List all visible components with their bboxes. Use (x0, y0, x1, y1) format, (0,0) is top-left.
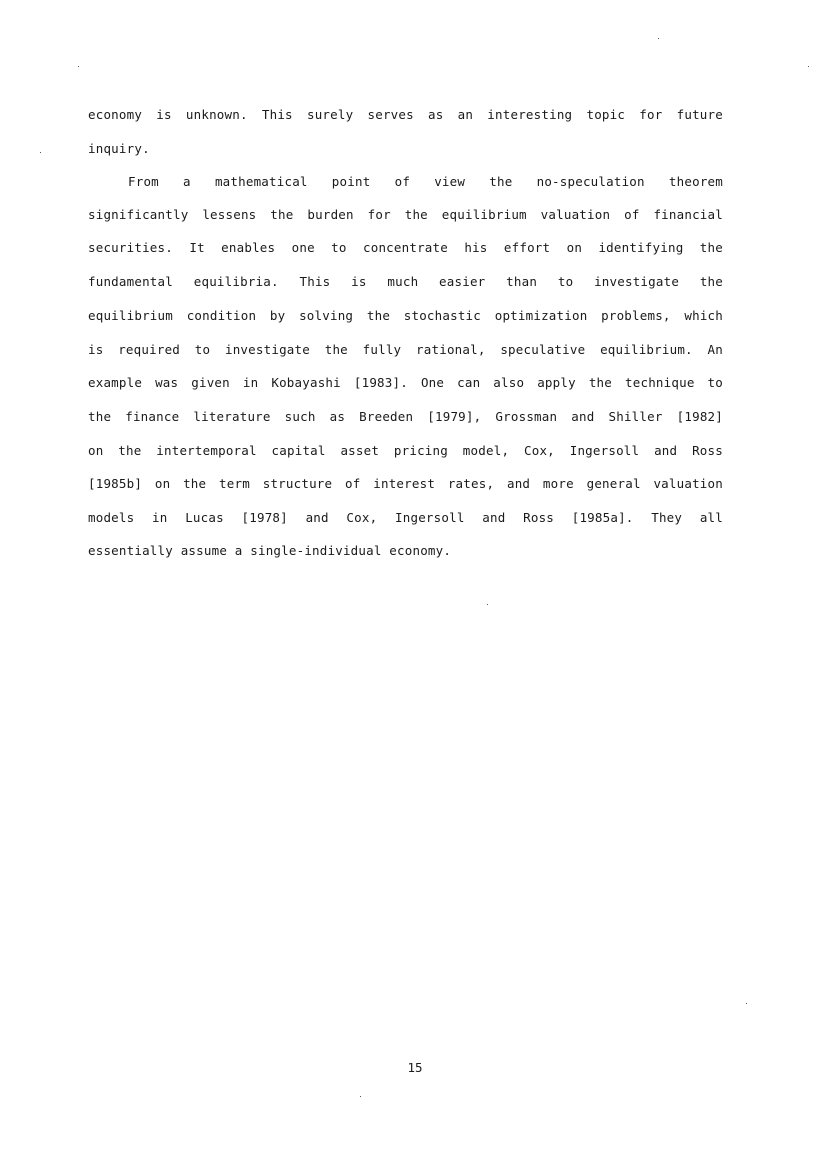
scan-speck (40, 152, 41, 153)
text-line-1: economy is unknown. This surely serves as an interesting topic for future (88, 107, 723, 122)
text-line-5: securities. It enables one to concentrate his effort on identifying the (88, 240, 723, 255)
text-line-11: on the intertemporal capital asset pricing model, Cox, Ingersoll and Ross (88, 443, 723, 458)
text-line-13: models in Lucas [1978] and Cox, Ingersoll and Ross [1985a]. They all (88, 510, 723, 525)
scan-speck (746, 1003, 747, 1004)
text-line-2: inquiry. (88, 141, 150, 156)
scan-speck (658, 38, 659, 39)
text-line-7: equilibrium condition by solving the stochastic optimization problems, which (88, 308, 723, 323)
scan-speck (78, 66, 79, 67)
text-line-4: significantly lessens the burden for the equilibrium valuation of financial (88, 207, 723, 222)
scan-speck (808, 66, 809, 67)
scan-speck (487, 604, 488, 605)
text-line-3: From a mathematical point of view the no-speculation theorem (128, 174, 723, 189)
text-line-8: is required to investigate the fully rational, speculative equilibrium. An (88, 342, 723, 357)
scan-speck (360, 1096, 361, 1097)
text-line-6: fundamental equilibria. This is much easier than to investigate the (88, 274, 723, 289)
text-line-12: [1985b] on the term structure of interest rates, and more general valuation (88, 476, 723, 491)
page-number: 15 (407, 1060, 423, 1075)
text-line-14: essentially assume a single-individual economy. (88, 543, 452, 558)
text-line-10: the finance literature such as Breeden [1979], Grossman and Shiller [1982] (88, 409, 723, 424)
text-line-9: example was given in Kobayashi [1983]. One can also apply the technique to (88, 375, 723, 390)
